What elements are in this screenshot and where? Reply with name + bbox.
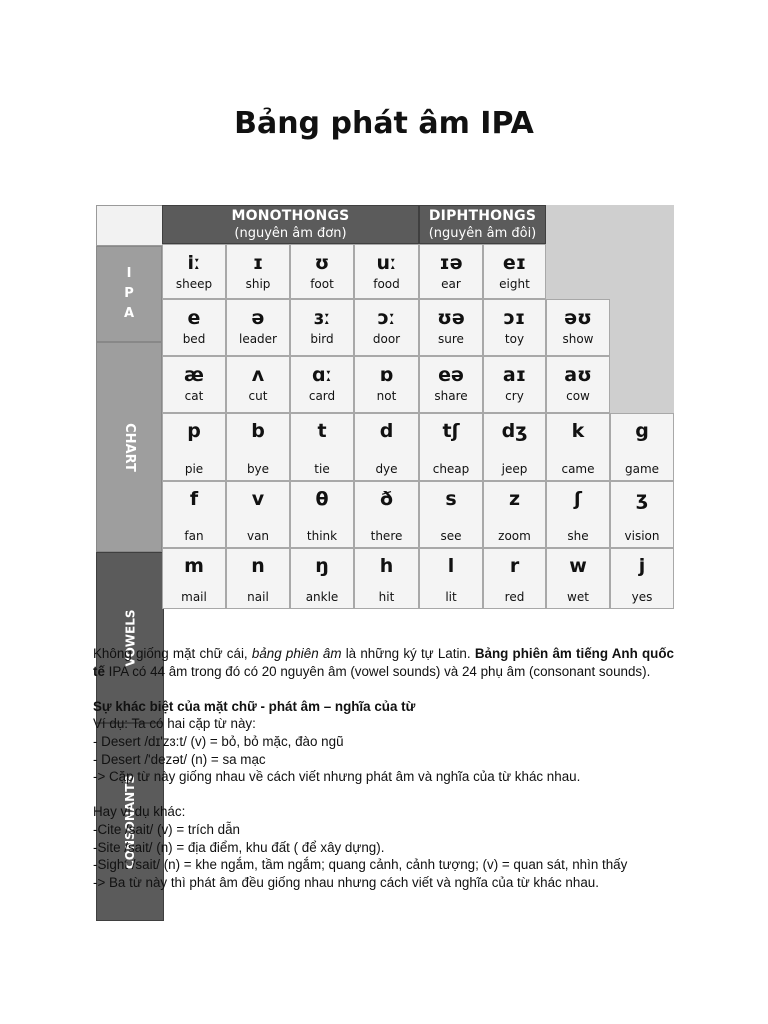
example-word: vision [624,529,660,543]
ipa-cell [354,413,419,481]
ipa-symbol: ɔː [377,307,396,329]
ipa-cell [354,481,419,548]
example-word: cow [566,389,590,403]
example-word: cry [505,389,524,403]
ipa-cell [226,244,290,299]
ipa-symbol: ʃ [574,488,582,510]
ipa-symbol: s [445,488,457,510]
diphthongs-title: DIPHTHONGS [428,208,537,224]
monothongs-header [162,205,419,244]
ipa-cell [162,244,226,299]
ipa-symbol: f [189,488,199,510]
ipa-symbol: t [317,420,327,442]
ipa-cell [226,548,290,609]
example-word: yes [631,590,653,604]
ipa-symbol: iː [187,252,201,274]
ipa-symbol: n [251,555,265,577]
example-word: lit [445,590,457,604]
ipa-cell [546,413,610,481]
ipa-cell [483,299,546,356]
ipa-symbol: æ [184,364,204,386]
ipa-symbol: dʒ [501,420,528,442]
example-word: toy [504,332,525,346]
example-word: ankle [305,590,339,604]
ipa-cell [419,356,483,413]
ipa-symbol: eɪ [502,252,527,274]
ipa-cell [419,244,483,299]
example-word: foot [310,277,334,291]
example-word: red [504,590,525,604]
ipa-cell [419,299,483,356]
ipa-symbol: ʊ [314,252,330,274]
ipa-symbol: j [638,555,646,577]
ipa-cell [290,413,354,481]
ipa-symbol: b [251,420,265,442]
ipa-cell [226,413,290,481]
intro-paragraph [93,645,674,680]
ipa-symbol: uː [376,252,397,274]
ipa-cell [546,299,610,356]
ipa-cell [290,299,354,356]
ipa-cell [162,356,226,413]
example-word: share [434,389,468,403]
example1-line: Ví dụ: Ta có hai cặp từ này: [93,716,256,732]
ipa-symbol: θ [315,488,329,510]
ipa-label [96,246,162,342]
example2-line: -Cite /sait/ (v) = trích dẫn [93,821,240,837]
diphthongs-subtitle: (nguyên âm đôi) [428,226,537,241]
ipa-symbol: p [187,420,201,442]
ipa-symbol: ʊə [437,307,465,329]
ipa-cell [483,481,546,548]
ipa-symbol: r [509,555,520,577]
ipa-symbol: ɒ [379,364,394,386]
example-word: bed [182,332,206,346]
ipa-symbol: aɪ [502,364,527,386]
monothongs-subtitle: (nguyên âm đơn) [234,226,347,241]
diphthongs-header [419,205,546,244]
ipa-symbol: z [508,488,521,510]
intro-text-5: IPA có 44 âm trong đó có 20 nguyên âm (vowel sounds) và 24 phụ âm (consonant sounds). [104,663,651,679]
intro-text-2: bảng phiên âm [251,646,342,661]
page-title: Bảng phát âm IPA [234,106,534,141]
ipa-letter-i: I [126,266,132,281]
example2-line: -> Ba từ này thì phát âm đều giống nhau nhưng cách viết và nghĩa của từ khác nhau. [93,874,599,890]
ipa-symbol: l [447,555,455,577]
ipa-symbol: əʊ [564,307,592,329]
example-word: eight [499,277,530,291]
ipa-cell [290,244,354,299]
chart-label-text: CHART [121,422,137,472]
ipa-cell [354,299,419,356]
ipa-symbol: h [379,555,394,577]
intro-text-3: là những ký tự Latin. [341,646,475,661]
ipa-cell [162,481,226,548]
example-word: jeep [501,462,528,476]
example-word: ear [441,277,461,291]
ipa-symbol: aʊ [564,364,592,386]
example1-line: - Desert /dɪ'zɜ:t/ (v) = bỏ, bỏ mặc, đào ngũ [93,733,344,749]
ipa-cell [354,548,419,609]
ipa-symbol: ɪə [439,252,463,274]
example-word: there [370,529,403,543]
ipa-symbol: ɑː [311,364,332,386]
ipa-symbol: ə [251,307,265,329]
example-word: door [372,332,401,346]
ipa-cell [162,548,226,609]
ipa-cell [610,481,674,548]
ipa-cell [610,413,674,481]
ipa-cell [546,356,610,413]
example-word: cut [248,389,268,403]
article-body [93,645,674,891]
ipa-symbol: m [184,555,204,577]
ipa-cell [546,548,610,609]
ipa-cell [546,481,610,548]
ipa-symbol: tʃ [442,420,460,442]
ipa-symbol: ʒ [635,488,649,510]
example2-line: -Site /sait/ (n) = địa điểm, khu đất ( để xây dựng). [93,839,385,855]
ipa-symbol: ɜː [313,307,331,329]
ipa-symbol: ɔɪ [503,307,526,329]
example-word: hit [378,590,395,604]
ipa-cell [162,413,226,481]
example-word: van [246,529,270,543]
ipa-cell [610,548,674,609]
ipa-cell [419,548,483,609]
intro-text-4: Bảng phiên âm tiếng Anh quốc tế [93,646,674,679]
ipa-symbol: ʌ [251,364,265,386]
ipa-symbol: k [571,420,585,442]
ipa-cell [290,481,354,548]
example1-line: -> Cặp từ này giống nhau về cách viết nhưng phát âm và nghĩa của từ khác nhau. [93,769,581,785]
example-word: think [306,529,338,543]
vowels-label-text: VOWELS [123,609,137,666]
monothongs-title: MONOTHONGS [231,208,350,224]
example-word: dye [375,462,398,476]
example-word: sheep [175,277,213,291]
ipa-cell [483,413,546,481]
ipa-symbol: ɪ [252,252,264,274]
ipa-cell [419,413,483,481]
example-word: bird [310,332,334,346]
ipa-cell [226,356,290,413]
example-word: sure [438,332,464,346]
example-word: fan [184,529,204,543]
ipa-cell [354,244,419,299]
example-word: show [562,332,594,346]
intro-text-1: Không giống mặt chữ cái, [93,646,252,661]
example-word: zoom [498,529,531,543]
ipa-symbol: ð [379,488,394,510]
example-word: ship [245,277,271,291]
ipa-cell [290,356,354,413]
ipa-symbol: v [251,488,265,510]
example-word: card [308,389,336,403]
example-word: game [624,462,660,476]
ipa-letter-a: A [123,306,135,321]
example-word: mail [181,590,207,604]
chart-corner [96,205,164,246]
ipa-cell [290,548,354,609]
example-word: nail [247,590,269,604]
ipa-symbol: ŋ [315,555,329,577]
example-word: not [376,389,397,403]
example-word: tie [314,462,330,476]
ipa-cell [483,356,546,413]
ipa-cell [162,299,226,356]
ipa-cell [483,548,546,609]
ipa-cell [226,481,290,548]
example-word: bye [246,462,270,476]
ipa-cell [226,299,290,356]
consonants-label-text: CONSONANTS [123,774,138,870]
example2-line: -Sight /sait/ (n) = khe ngắm, tầm ngắm; quang cảnh, cảnh tượng; (v) = quan sát, nhìn thấy [93,857,628,873]
example-word: came [561,462,595,476]
example-word: pie [184,462,204,476]
example1-line: - Desert /'dezət/ (n) = sa mạc [93,751,266,767]
ipa-symbol: g [635,420,649,442]
ipa-symbol: w [569,555,587,577]
ipa-symbol: eə [438,364,464,386]
ipa-letter-p: P [124,286,134,301]
ipa-cell [419,481,483,548]
example-word: cheap [432,462,470,476]
ipa-symbol: d [379,420,394,442]
example-word: food [373,277,400,291]
example-word: wet [567,590,589,604]
chart-label [96,342,162,552]
example-word: see [440,529,462,543]
ipa-cell [483,244,546,299]
example-word: leader [238,332,277,346]
example-word: cat [184,389,204,403]
ipa-symbol: e [187,307,201,329]
section-heading: Sự khác biệt của mặt chữ - phát âm – nghĩa của từ [93,698,416,714]
ipa-cell [354,356,419,413]
example-word: she [567,529,589,543]
example2-line: Hay ví dụ khác: [93,804,186,820]
